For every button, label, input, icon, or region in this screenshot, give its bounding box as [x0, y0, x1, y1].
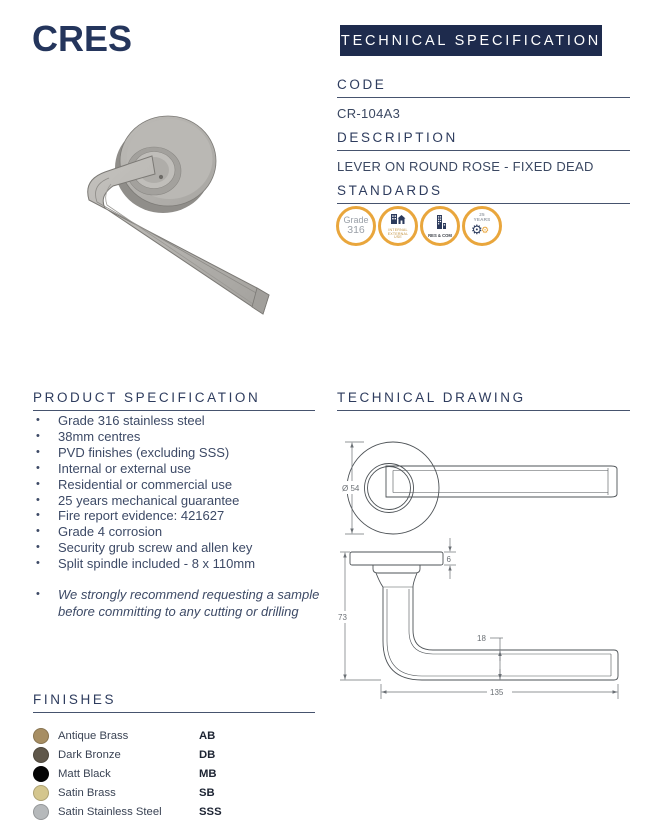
- finish-swatch: [33, 747, 49, 763]
- spec-bullet: • Internal or external use: [36, 461, 321, 477]
- spec-bullet: • PVD finishes (excluding SSS): [36, 445, 321, 461]
- dim-lever-section: 18: [477, 634, 486, 643]
- page-title-banner: TECHNICAL SPECIFICATION: [340, 25, 602, 56]
- spec-bullet: • 38mm centres: [36, 429, 321, 445]
- grade-316-badge: Grade 316: [336, 206, 376, 246]
- spec-bullet: • Residential or commercial use: [36, 477, 321, 493]
- dim-rose-diameter: Ø 54: [342, 484, 360, 493]
- residential-commercial-badge: RES & COM: [420, 206, 460, 246]
- finish-swatch: [33, 728, 49, 744]
- finish-row: Satin Brass SB: [33, 784, 233, 803]
- finish-swatch: [33, 766, 49, 782]
- gear-icon: ⚙: [481, 224, 490, 235]
- finish-row: Matt Black MB: [33, 764, 233, 783]
- spec-bullet: • Split spindle included - 8 x 110mm: [36, 556, 321, 572]
- spec-bullet: • 25 years mechanical guarantee: [36, 493, 321, 509]
- spec-bullet: • Grade 4 corrosion: [36, 524, 321, 540]
- spec-bullet: • Grade 316 stainless steel: [36, 413, 321, 429]
- product-specification-heading: PRODUCT SPECIFICATION: [33, 390, 315, 411]
- sample-recommendation-note: • We strongly recommend requesting a sample before committing to any cutting or drilling: [36, 586, 326, 620]
- description-heading: DESCRIPTION: [337, 130, 630, 151]
- description-value: LEVER ON ROUND ROSE - FIXED DEAD: [337, 159, 594, 174]
- finishes-heading: FINISHES: [33, 692, 315, 713]
- house-building-icon: [390, 212, 406, 229]
- product-render-lever-image: [55, 112, 315, 372]
- brand-logo: CRES: [32, 18, 133, 59]
- spec-bullet: • Security grub screw and allen key: [36, 540, 321, 556]
- gear-icon: ⚙: [471, 221, 483, 237]
- finish-row: Satin Stainless Steel SSS: [33, 803, 233, 822]
- finish-row: Antique Brass AB: [33, 726, 233, 745]
- code-heading: CODE: [337, 77, 630, 98]
- internal-external-use-badge: INTERNAL EXTERNAL USE: [378, 206, 418, 246]
- finish-row: Dark Bronze DB: [33, 745, 233, 764]
- technical-drawing-heading: TECHNICAL DRAWING: [337, 390, 630, 411]
- technical-drawing-figure: [337, 415, 630, 715]
- dim-overall-height: 73: [338, 613, 347, 622]
- finishes-list: [33, 726, 233, 822]
- finish-swatch: [33, 785, 49, 801]
- dim-lever-length: 135: [490, 688, 504, 697]
- finish-swatch: [33, 804, 49, 820]
- standards-heading: STANDARDS: [337, 183, 630, 204]
- product-specification-list: [36, 413, 321, 572]
- dim-rose-thickness: 6: [446, 555, 451, 564]
- tower-building-icon: [433, 214, 447, 234]
- spec-bullet: • Fire report evidence: 421627: [36, 508, 321, 524]
- 25-years-guarantee-badge: 25 YEARS ⚙ ⚙: [462, 206, 502, 246]
- code-value: CR-104A3: [337, 106, 401, 121]
- standards-badges: [336, 206, 502, 246]
